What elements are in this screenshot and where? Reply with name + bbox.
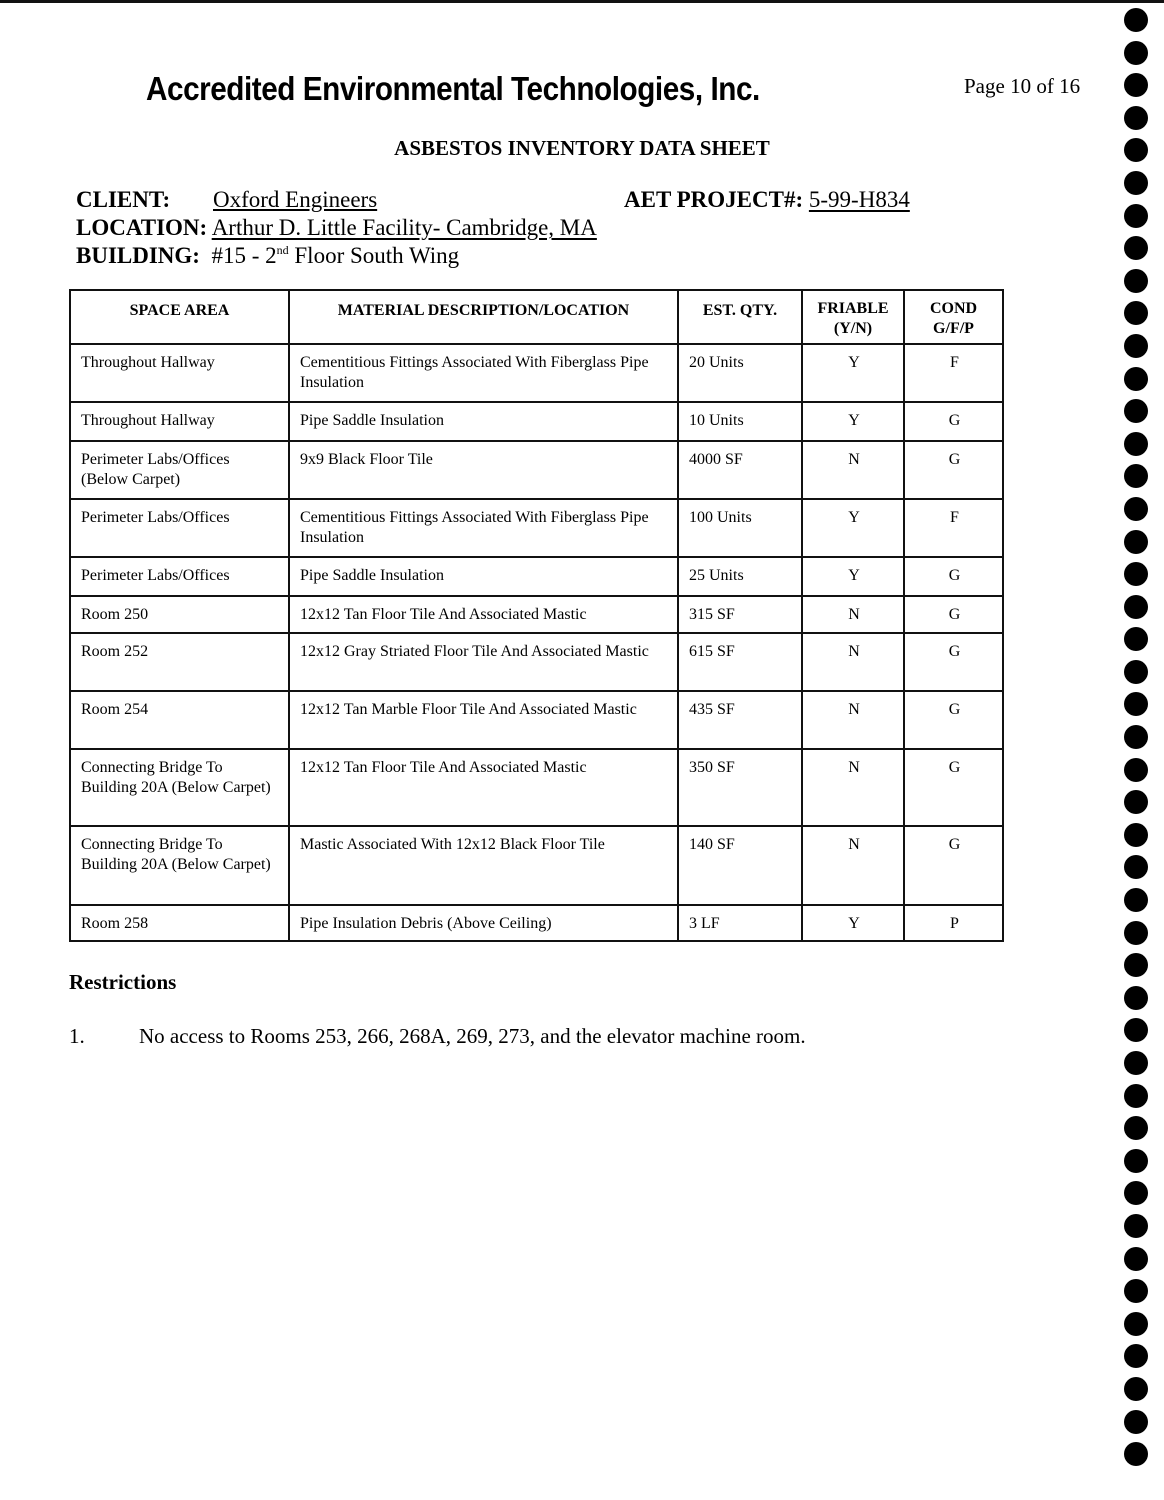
table-row [70, 344, 1003, 402]
restrictions-heading: Restrictions [69, 970, 177, 994]
cell-cond: F [904, 344, 1003, 402]
table-header-row [70, 290, 1003, 344]
company-name: Accredited Environmental Technologies, Inc. [146, 70, 760, 107]
cell-space: Perimeter Labs/Offices (Below Carpet) [70, 441, 289, 499]
binding-hole [1124, 986, 1148, 1010]
binding-hole [1124, 236, 1148, 260]
cell-friable: N [802, 633, 904, 691]
building-field [76, 243, 459, 269]
cell-cond: G [904, 441, 1003, 499]
table-row [70, 826, 1003, 905]
cell-material: Pipe Insulation Debris (Above Ceiling) [289, 905, 678, 941]
location-field [76, 215, 597, 241]
binding-hole [1124, 1018, 1148, 1042]
table-row [70, 749, 1003, 826]
binding-hole [1124, 41, 1148, 65]
binding-hole [1124, 1247, 1148, 1271]
cell-space: Perimeter Labs/Offices [70, 499, 289, 557]
cell-cond: F [904, 499, 1003, 557]
binding-hole [1124, 1149, 1148, 1173]
cell-qty: 140 SF [678, 826, 802, 905]
cell-friable: Y [802, 905, 904, 941]
header-material: MATERIAL DESCRIPTION/LOCATION [289, 290, 678, 344]
project-field [624, 187, 910, 213]
binding-hole [1124, 106, 1148, 130]
binding-hole [1124, 627, 1148, 651]
cell-material: Mastic Associated With 12x12 Black Floor Tile [289, 826, 678, 905]
binding-hole [1124, 497, 1148, 521]
table-row [70, 557, 1003, 596]
binding-hole [1124, 1312, 1148, 1336]
header-space-area: SPACE AREA [70, 290, 289, 344]
binding-hole [1124, 1181, 1148, 1205]
table-row [70, 905, 1003, 941]
cell-qty: 100 Units [678, 499, 802, 557]
binding-hole [1124, 725, 1148, 749]
cell-qty: 315 SF [678, 596, 802, 633]
cell-space: Connecting Bridge To Building 20A (Below Carpet) [70, 826, 289, 905]
cell-qty: 350 SF [678, 749, 802, 826]
cell-qty: 25 Units [678, 557, 802, 596]
cell-friable: N [802, 749, 904, 826]
restriction-item [69, 1024, 806, 1049]
binding-hole [1124, 204, 1148, 228]
cell-qty: 20 Units [678, 344, 802, 402]
cell-material: 12x12 Tan Marble Floor Tile And Associated Mastic [289, 691, 678, 749]
table-row [70, 596, 1003, 633]
sheet-title: ASBESTOS INVENTORY DATA SHEET [394, 136, 770, 160]
cell-qty: 10 Units [678, 402, 802, 441]
binding-hole [1124, 1344, 1148, 1368]
binding-hole [1124, 790, 1148, 814]
binding-hole [1124, 921, 1148, 945]
binding-hole [1124, 692, 1148, 716]
binding-hole [1124, 73, 1148, 97]
asbestos-inventory-table [69, 289, 1004, 942]
binding-hole [1124, 171, 1148, 195]
header-friable: FRIABLE (Y/N) [802, 290, 904, 344]
building-value: #15 - 2nd Floor South Wing [211, 243, 460, 268]
binding-hole [1124, 1084, 1148, 1108]
binding-hole [1124, 1442, 1148, 1466]
binding-hole [1124, 660, 1148, 684]
binding-hole [1124, 1410, 1148, 1434]
client-label: CLIENT: [76, 187, 171, 212]
binding-hole [1124, 1051, 1148, 1075]
table-row [70, 633, 1003, 691]
cell-material: 12x12 Tan Floor Tile And Associated Mastic [289, 596, 678, 633]
binding-hole [1124, 1279, 1148, 1303]
binding-hole [1124, 8, 1148, 32]
cell-friable: Y [802, 402, 904, 441]
binding-hole [1124, 269, 1148, 293]
binding-hole [1124, 530, 1148, 554]
cell-friable: Y [802, 557, 904, 596]
cell-space: Room 258 [70, 905, 289, 941]
cell-qty: 435 SF [678, 691, 802, 749]
binding-hole [1124, 823, 1148, 847]
cell-cond: P [904, 905, 1003, 941]
cell-space: Connecting Bridge To Building 20A (Below Carpet) [70, 749, 289, 826]
cell-cond: G [904, 633, 1003, 691]
location-label: LOCATION: [76, 215, 208, 240]
cell-qty: 615 SF [678, 633, 802, 691]
binding-hole [1124, 138, 1148, 162]
cell-cond: G [904, 402, 1003, 441]
table-row [70, 499, 1003, 557]
cell-material: Cementitious Fittings Associated With Fiberglass Pipe Insulation [289, 344, 678, 402]
cell-space: Room 252 [70, 633, 289, 691]
binding-hole [1124, 595, 1148, 619]
building-label: BUILDING: [76, 243, 200, 268]
cell-friable: N [802, 441, 904, 499]
binding-hole [1124, 301, 1148, 325]
header-est-qty: EST. QTY. [678, 290, 802, 344]
project-value: 5-99-H834 [808, 187, 910, 212]
binding-hole [1124, 1116, 1148, 1140]
binding-hole [1124, 888, 1148, 912]
cell-material: Pipe Saddle Insulation [289, 402, 678, 441]
binding-hole [1124, 1214, 1148, 1238]
cell-space: Room 250 [70, 596, 289, 633]
table-row [70, 441, 1003, 499]
cell-qty: 4000 SF [678, 441, 802, 499]
binding-hole [1124, 399, 1148, 423]
table-row [70, 691, 1003, 749]
cell-material: 12x12 Tan Floor Tile And Associated Mastic [289, 749, 678, 826]
binding-hole [1124, 1377, 1148, 1401]
cell-friable: Y [802, 499, 904, 557]
cell-material: 9x9 Black Floor Tile [289, 441, 678, 499]
cell-friable: N [802, 596, 904, 633]
binding-hole [1124, 432, 1148, 456]
page-number: Page 10 of 16 [964, 74, 1081, 98]
cell-space: Throughout Hallway [70, 402, 289, 441]
cell-cond: G [904, 557, 1003, 596]
cell-cond: G [904, 596, 1003, 633]
cell-cond: G [904, 691, 1003, 749]
binding-hole [1124, 855, 1148, 879]
top-edge-rule [0, 0, 1164, 3]
project-label: AET PROJECT#: [624, 187, 804, 212]
cell-material: Cementitious Fittings Associated With Fiberglass Pipe Insulation [289, 499, 678, 557]
spiral-binding-holes [1121, 8, 1151, 1500]
binding-hole [1124, 758, 1148, 782]
cell-qty: 3 LF [678, 905, 802, 941]
cell-cond: G [904, 826, 1003, 905]
binding-hole [1124, 464, 1148, 488]
cell-friable: N [802, 826, 904, 905]
binding-hole [1124, 562, 1148, 586]
cell-friable: Y [802, 344, 904, 402]
cell-space: Room 254 [70, 691, 289, 749]
cell-material: Pipe Saddle Insulation [289, 557, 678, 596]
binding-hole [1124, 367, 1148, 391]
binding-hole [1124, 334, 1148, 358]
cell-material: 12x12 Gray Striated Floor Tile And Associated Mastic [289, 633, 678, 691]
binding-hole [1124, 953, 1148, 977]
restriction-text: No access to Rooms 253, 266, 268A, 269, 273, and the elevator machine room. [139, 1024, 806, 1048]
table-row [70, 402, 1003, 441]
cell-space: Perimeter Labs/Offices [70, 557, 289, 596]
cell-friable: N [802, 691, 904, 749]
cell-space: Throughout Hallway [70, 344, 289, 402]
cell-cond: G [904, 749, 1003, 826]
location-value: Arthur D. Little Facility- Cambridge, MA [211, 215, 597, 240]
header-cond: COND G/F/P [904, 290, 1003, 344]
restriction-number: 1. [69, 1024, 85, 1048]
client-value: Oxford Engineers [213, 187, 378, 212]
